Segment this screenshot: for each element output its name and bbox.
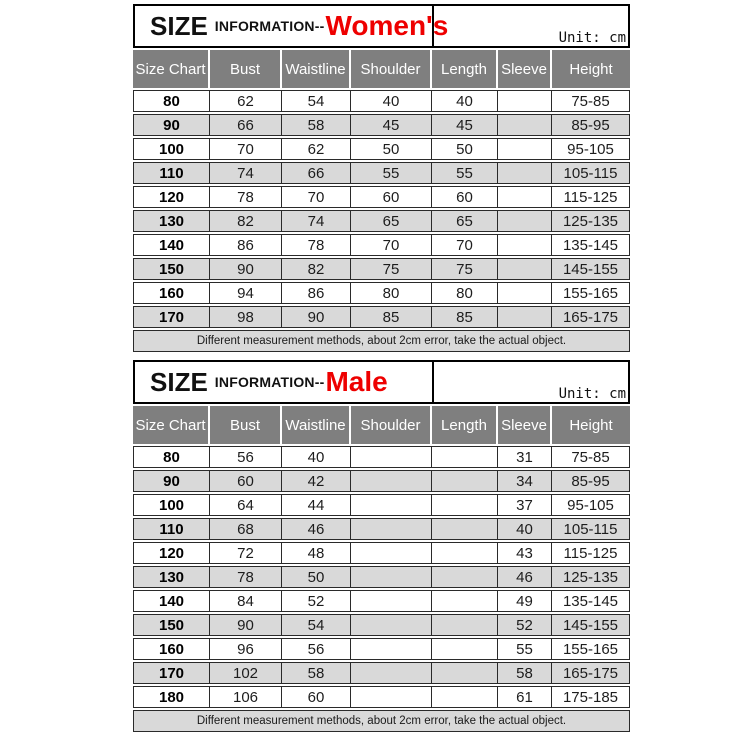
- column-header-length: Length: [432, 50, 498, 88]
- table-row: [133, 138, 630, 160]
- value-cell: 50: [282, 566, 351, 588]
- column-header-bust: Bust: [210, 50, 282, 88]
- value-cell: 56: [210, 446, 282, 468]
- size-table-section-womens: [133, 4, 630, 354]
- value-cell: 52: [498, 614, 552, 636]
- value-cell: 115-125: [552, 542, 630, 564]
- value-cell: 135-145: [552, 590, 630, 612]
- value-cell: 102: [210, 662, 282, 684]
- size-cell: 140: [133, 590, 210, 612]
- column-header-waistline: Waistline: [282, 50, 351, 88]
- size-cell: 130: [133, 566, 210, 588]
- value-cell: 60: [210, 470, 282, 492]
- table-title-bar: [133, 4, 630, 48]
- value-cell: 74: [210, 162, 282, 184]
- column-header-height: Height: [552, 50, 630, 88]
- value-cell: 82: [282, 258, 351, 280]
- value-cell: 50: [432, 138, 498, 160]
- column-header-sleeve: Sleeve: [498, 50, 552, 88]
- value-cell: 165-175: [552, 306, 630, 328]
- value-cell: 61: [498, 686, 552, 708]
- value-cell: 31: [498, 446, 552, 468]
- value-cell: [498, 258, 552, 280]
- value-cell: 85: [432, 306, 498, 328]
- value-cell: 46: [282, 518, 351, 540]
- value-cell: 125-135: [552, 210, 630, 232]
- value-cell: 75-85: [552, 446, 630, 468]
- value-cell: [498, 90, 552, 112]
- value-cell: 135-145: [552, 234, 630, 256]
- value-cell: 85: [351, 306, 432, 328]
- value-cell: 90: [210, 258, 282, 280]
- table-row: [133, 638, 630, 660]
- value-cell: [498, 306, 552, 328]
- measurement-note: Different measurement methods, about 2cm error, take the actual object.: [133, 330, 630, 352]
- value-cell: [351, 566, 432, 588]
- table-title-bar: [133, 360, 630, 404]
- value-cell: 86: [282, 282, 351, 304]
- table-row: [133, 470, 630, 492]
- value-cell: 65: [432, 210, 498, 232]
- value-cell: 175-185: [552, 686, 630, 708]
- table-row: [133, 542, 630, 564]
- table-row: [133, 518, 630, 540]
- column-header-height: Height: [552, 406, 630, 444]
- value-cell: 60: [282, 686, 351, 708]
- column-header-size-chart: Size Chart: [133, 50, 210, 88]
- column-header-shoulder: Shoulder: [351, 50, 432, 88]
- value-cell: 74: [282, 210, 351, 232]
- value-cell: 45: [432, 114, 498, 136]
- value-cell: 66: [210, 114, 282, 136]
- table-row: [133, 494, 630, 516]
- table-row: [133, 446, 630, 468]
- value-cell: [351, 686, 432, 708]
- column-header-sleeve: Sleeve: [498, 406, 552, 444]
- value-cell: [432, 542, 498, 564]
- value-cell: 55: [498, 638, 552, 660]
- title-unit-cell: [434, 6, 628, 46]
- value-cell: [498, 186, 552, 208]
- value-cell: 44: [282, 494, 351, 516]
- value-cell: 40: [432, 90, 498, 112]
- size-cell: 150: [133, 258, 210, 280]
- value-cell: 54: [282, 614, 351, 636]
- value-cell: [351, 542, 432, 564]
- table-row: [133, 162, 630, 184]
- value-cell: 98: [210, 306, 282, 328]
- value-cell: 86: [210, 234, 282, 256]
- value-cell: 62: [282, 138, 351, 160]
- value-cell: [432, 686, 498, 708]
- value-cell: 165-175: [552, 662, 630, 684]
- value-cell: 43: [498, 542, 552, 564]
- value-cell: [432, 566, 498, 588]
- value-cell: 50: [351, 138, 432, 160]
- value-cell: 70: [351, 234, 432, 256]
- value-cell: 34: [498, 470, 552, 492]
- size-cell: 120: [133, 186, 210, 208]
- column-header-size-chart: Size Chart: [133, 406, 210, 444]
- table-row: [133, 566, 630, 588]
- column-header-bust: Bust: [210, 406, 282, 444]
- size-cell: 150: [133, 614, 210, 636]
- value-cell: [498, 114, 552, 136]
- size-cell: 90: [133, 114, 210, 136]
- column-header-shoulder: Shoulder: [351, 406, 432, 444]
- title-unit-cell: [434, 362, 628, 402]
- value-cell: [432, 446, 498, 468]
- value-cell: 145-155: [552, 614, 630, 636]
- value-cell: 78: [282, 234, 351, 256]
- table-row: [133, 614, 630, 636]
- value-cell: [351, 590, 432, 612]
- value-cell: 95-105: [552, 138, 630, 160]
- value-cell: 95-105: [552, 494, 630, 516]
- table-row: [133, 590, 630, 612]
- size-cell: 180: [133, 686, 210, 708]
- size-cell: 80: [133, 446, 210, 468]
- size-cell: 140: [133, 234, 210, 256]
- table-row: [133, 686, 630, 708]
- value-cell: 75: [432, 258, 498, 280]
- value-cell: 70: [282, 186, 351, 208]
- column-header-waistline: Waistline: [282, 406, 351, 444]
- value-cell: 70: [432, 234, 498, 256]
- value-cell: [432, 590, 498, 612]
- value-cell: 60: [351, 186, 432, 208]
- value-cell: [498, 234, 552, 256]
- value-cell: 155-165: [552, 638, 630, 660]
- value-cell: 75-85: [552, 90, 630, 112]
- title-information-text: INFORMATION--: [214, 374, 325, 390]
- value-cell: [432, 638, 498, 660]
- size-cell: 160: [133, 282, 210, 304]
- value-cell: 60: [432, 186, 498, 208]
- value-cell: 62: [210, 90, 282, 112]
- title-size-text: SIZE: [150, 366, 208, 397]
- size-cell: 110: [133, 518, 210, 540]
- value-cell: 82: [210, 210, 282, 232]
- title-gender-text: Women's: [325, 10, 449, 41]
- value-cell: [498, 138, 552, 160]
- table-row: [133, 306, 630, 328]
- table-row: [133, 210, 630, 232]
- value-cell: 37: [498, 494, 552, 516]
- value-cell: 85-95: [552, 114, 630, 136]
- size-cell: 110: [133, 162, 210, 184]
- value-cell: 94: [210, 282, 282, 304]
- value-cell: [351, 470, 432, 492]
- value-cell: [432, 518, 498, 540]
- value-cell: 145-155: [552, 258, 630, 280]
- size-table-womens: [133, 48, 630, 354]
- table-title: [135, 362, 434, 402]
- value-cell: [432, 614, 498, 636]
- value-cell: [351, 494, 432, 516]
- header-row: [133, 406, 630, 444]
- value-cell: 55: [351, 162, 432, 184]
- value-cell: [432, 470, 498, 492]
- note-row: [133, 330, 630, 352]
- value-cell: 49: [498, 590, 552, 612]
- value-cell: 80: [432, 282, 498, 304]
- value-cell: 125-135: [552, 566, 630, 588]
- measurement-note: Different measurement methods, about 2cm error, take the actual object.: [133, 710, 630, 732]
- size-cell: 170: [133, 662, 210, 684]
- value-cell: 46: [498, 566, 552, 588]
- size-table-male: [133, 404, 630, 734]
- value-cell: 58: [282, 662, 351, 684]
- value-cell: 58: [498, 662, 552, 684]
- value-cell: 40: [498, 518, 552, 540]
- value-cell: 90: [282, 306, 351, 328]
- table-row: [133, 186, 630, 208]
- value-cell: [432, 494, 498, 516]
- size-cell: 170: [133, 306, 210, 328]
- value-cell: 106: [210, 686, 282, 708]
- value-cell: 40: [351, 90, 432, 112]
- value-cell: 45: [351, 114, 432, 136]
- size-cell: 100: [133, 138, 210, 160]
- value-cell: 70: [210, 138, 282, 160]
- value-cell: [498, 162, 552, 184]
- unit-label: Unit: cm: [558, 386, 626, 402]
- value-cell: 52: [282, 590, 351, 612]
- value-cell: [351, 518, 432, 540]
- value-cell: 84: [210, 590, 282, 612]
- value-cell: [351, 638, 432, 660]
- value-cell: [498, 282, 552, 304]
- value-cell: [351, 662, 432, 684]
- value-cell: 115-125: [552, 186, 630, 208]
- value-cell: [432, 662, 498, 684]
- size-cell: 160: [133, 638, 210, 660]
- value-cell: 78: [210, 186, 282, 208]
- table-row: [133, 114, 630, 136]
- table-row: [133, 282, 630, 304]
- header-row: [133, 50, 630, 88]
- size-cell: 100: [133, 494, 210, 516]
- title-gender-text: Male: [325, 366, 388, 397]
- value-cell: 155-165: [552, 282, 630, 304]
- table-row: [133, 258, 630, 280]
- size-table-section-male: [133, 360, 630, 734]
- size-cell: 130: [133, 210, 210, 232]
- value-cell: 68: [210, 518, 282, 540]
- value-cell: 105-115: [552, 518, 630, 540]
- value-cell: 65: [351, 210, 432, 232]
- value-cell: 72: [210, 542, 282, 564]
- note-row: [133, 710, 630, 732]
- value-cell: 90: [210, 614, 282, 636]
- value-cell: 75: [351, 258, 432, 280]
- size-cell: 80: [133, 90, 210, 112]
- value-cell: [498, 210, 552, 232]
- size-cell: 90: [133, 470, 210, 492]
- column-header-length: Length: [432, 406, 498, 444]
- table-row: [133, 90, 630, 112]
- value-cell: 96: [210, 638, 282, 660]
- title-size-text: SIZE: [150, 10, 208, 41]
- value-cell: 78: [210, 566, 282, 588]
- value-cell: 66: [282, 162, 351, 184]
- value-cell: 56: [282, 638, 351, 660]
- value-cell: [351, 614, 432, 636]
- value-cell: 54: [282, 90, 351, 112]
- value-cell: [351, 446, 432, 468]
- table-title: [135, 6, 449, 46]
- value-cell: 42: [282, 470, 351, 492]
- value-cell: 58: [282, 114, 351, 136]
- value-cell: 85-95: [552, 470, 630, 492]
- unit-label: Unit: cm: [558, 30, 626, 46]
- value-cell: 80: [351, 282, 432, 304]
- size-cell: 120: [133, 542, 210, 564]
- title-information-text: INFORMATION--: [214, 18, 325, 34]
- value-cell: 48: [282, 542, 351, 564]
- value-cell: 40: [282, 446, 351, 468]
- value-cell: 64: [210, 494, 282, 516]
- value-cell: 55: [432, 162, 498, 184]
- table-row: [133, 234, 630, 256]
- value-cell: 105-115: [552, 162, 630, 184]
- table-row: [133, 662, 630, 684]
